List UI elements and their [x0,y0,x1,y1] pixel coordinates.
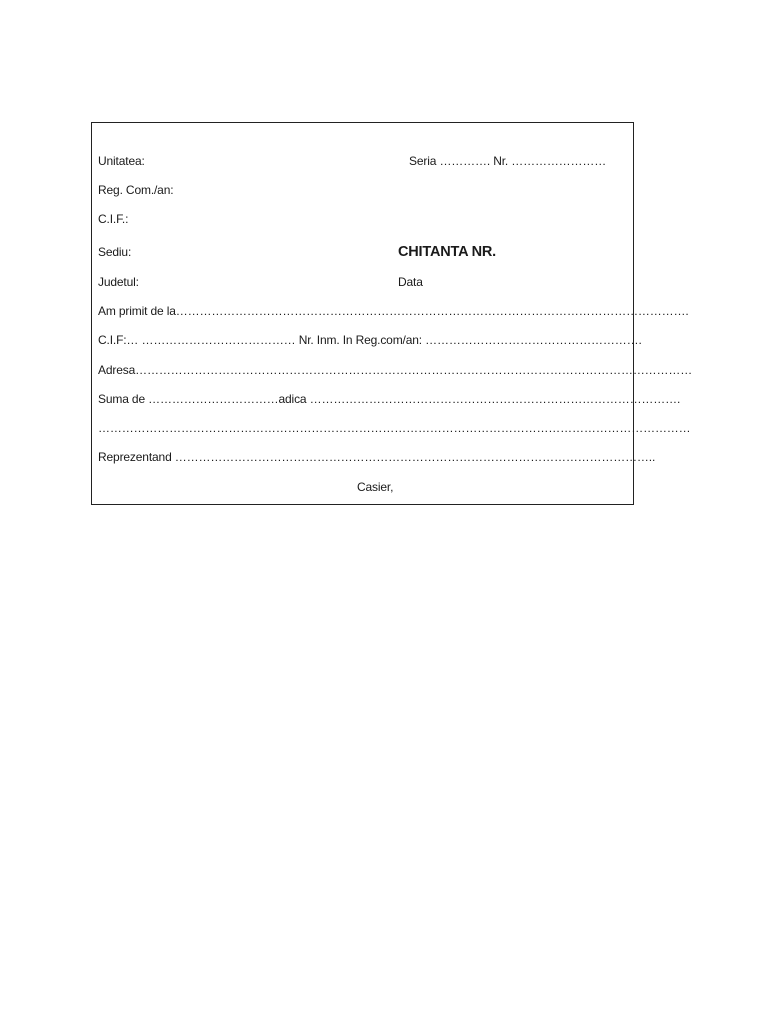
seria-nr-field: Seria …………. Nr. …………………… [409,154,607,168]
data-label: Data [398,275,423,289]
reprezentand-line: Reprezentand ………………………………………………………………………………………………………….. [98,450,656,464]
receipt-form [91,122,693,505]
reg-com-label: Reg. Com./an: [98,183,174,197]
receipt-title: CHITANTA NR. [398,244,497,260]
cif-nr-inm-line: C.I.F:… ………………………………… Nr. Inm. In Reg.com/an: ………………………………………………. [98,333,642,347]
casier-label: Casier, [357,480,394,494]
suma-line: Suma de ……………………………adica …………………………………………………………………………………. [98,392,681,406]
blank-dotted-line: …………………………………………………………………………………………………………………………………… [98,421,691,435]
sediu-label: Sediu: [98,245,132,259]
unitatea-label: Unitatea: [98,154,145,168]
am-primit-line: Am primit de la…………………………………………………………………………………………………………………. [98,304,689,318]
judetul-label: Judetul: [98,275,139,289]
cif-label: C.I.F.: [98,212,129,226]
adresa-line: Adresa…………………………………………………………………………………………………………………………… [98,363,693,377]
